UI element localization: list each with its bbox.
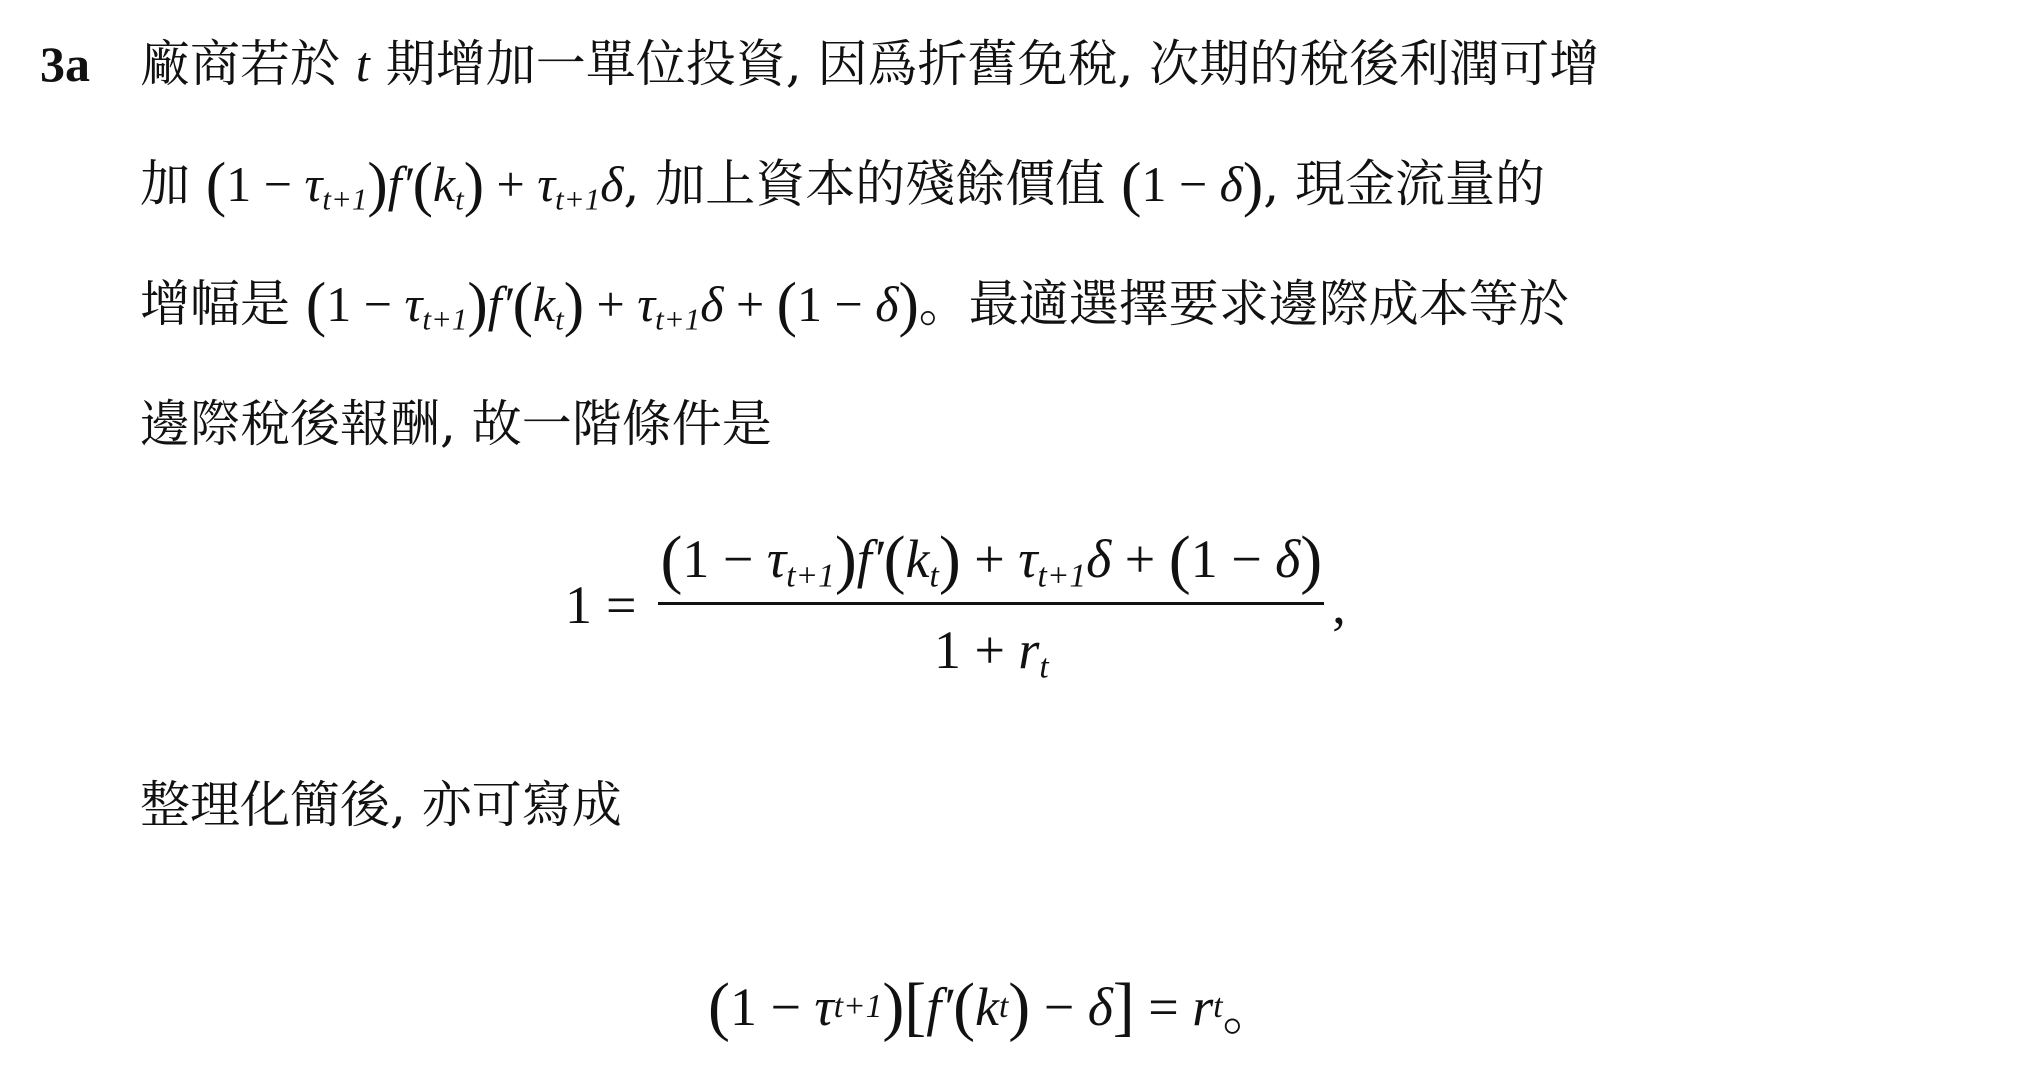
fraction xyxy=(658,522,1324,686)
text-segment: 。最適選擇要求邊際成本等於 xyxy=(918,275,1569,333)
equation-comma: , xyxy=(1332,574,1346,635)
paragraph-main xyxy=(140,4,2010,484)
inline-formula-return: $(1 - \tau_{t+1})f'(k_t) + \tau_{t+1}\delta$ xyxy=(205,151,624,219)
math-var-t: t xyxy=(355,36,370,92)
equation-period: 。 xyxy=(1222,981,1277,1041)
text-line-2 xyxy=(140,124,2010,244)
text-segment: 加 xyxy=(140,155,206,213)
inline-formula-residual: (1 − δ) xyxy=(1121,151,1264,219)
fraction-numerator: $(1 - \tau_{t+1})f'(k_t) + \tau_{t+1}\delta + (1 - \delta)$ xyxy=(660,522,1323,596)
text-segment: , 現金流量的 xyxy=(1263,155,1546,213)
equation-lhs: 1 xyxy=(565,574,592,635)
inline-formula-cashflow: $(1 - \tau_{t+1})f'(k_t) + \tau_{t+1}\delta + (1 - \delta)$ xyxy=(305,271,919,339)
equation-simplified: ( 1 − τ t+1 ) [ f′ ( k t ) − δ ] = r t 。 xyxy=(708,968,1277,1045)
text-segment: 增幅是 xyxy=(140,275,306,333)
text-line-4 xyxy=(140,364,2010,484)
paragraph-simplify xyxy=(140,745,2010,865)
text-segment: , 加上資本的殘餘價值 xyxy=(623,155,1122,213)
fraction-denominator: $1 + r_t$ xyxy=(933,620,1049,686)
text-line-3 xyxy=(140,244,2010,364)
equals-sign: = xyxy=(606,574,637,635)
problem-number: 3a xyxy=(40,36,90,92)
text-segment: 邊際稅後報酬, 故一階條件是 xyxy=(140,395,772,453)
text-segment: 廠商若於 xyxy=(140,35,356,93)
text-segment: 期增加一單位投資, 因爲折舊免稅, 次期的稅後利潤可增 xyxy=(369,35,1600,93)
equation-first-order-condition xyxy=(565,522,1346,686)
text-line-1 xyxy=(140,4,2010,124)
text-line-5: 整理化簡後, 亦可寫成 xyxy=(140,776,622,834)
